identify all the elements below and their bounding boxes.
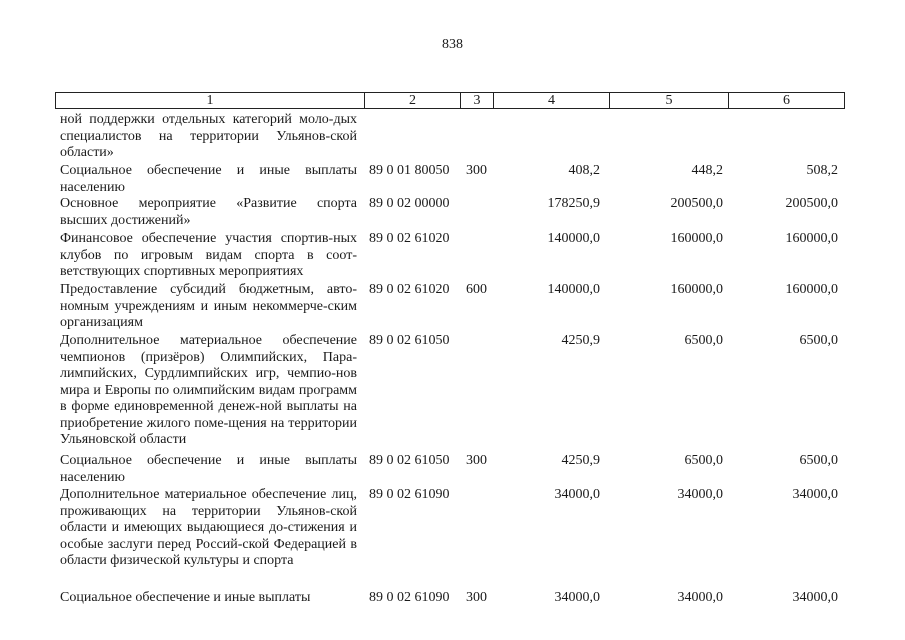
row-expense-type: 300 [466, 163, 487, 178]
row-description: Основное мероприятие «Развитие спорта высших достижений» [60, 196, 357, 228]
row-code: 89 0 01 80050 [369, 163, 450, 178]
header-col-5: 5 [609, 93, 728, 108]
header-col-4: 4 [493, 93, 609, 108]
row-value-col4: 34000,0 [554, 590, 600, 605]
row-value-col5: 34000,0 [677, 590, 723, 605]
row-value-col6: 508,2 [806, 163, 838, 178]
row-description: Социальное обеспечение и иные выплаты [60, 590, 311, 605]
row-value-col5: 6500,0 [684, 453, 723, 468]
row-value-col5: 448,2 [691, 163, 723, 178]
row-description: Предоставление субсидий бюджетным, авто-номным учреждениям и иным некоммерче-ским организациям [60, 282, 357, 330]
page-number: 838 [442, 37, 463, 52]
row-value-col4: 140000,0 [547, 282, 600, 297]
header-col-3: 3 [460, 93, 493, 108]
row-expense-type: 300 [466, 590, 487, 605]
row-code: 89 0 02 61020 [369, 282, 450, 297]
row-value-col4: 140000,0 [547, 231, 600, 246]
row-value-col5: 160000,0 [670, 282, 723, 297]
header-col-1: 1 [206, 93, 214, 108]
row-expense-type: 600 [466, 282, 487, 297]
row-value-col6: 160000,0 [785, 231, 838, 246]
row-value-col5: 160000,0 [670, 231, 723, 246]
row-description: Социальное обеспечение и иные выплаты населению [60, 453, 357, 485]
header-col-2: 2 [364, 93, 460, 108]
row-description: ной поддержки отдельных категорий моло-дых специалистов на территории Ульянов-ской области» [60, 112, 357, 160]
row-code: 89 0 02 61090 [369, 590, 450, 605]
row-value-col6: 200500,0 [785, 196, 838, 211]
row-value-col5: 34000,0 [677, 487, 723, 502]
row-value-col6: 34000,0 [792, 590, 838, 605]
row-value-col4: 408,2 [568, 163, 600, 178]
row-description: Дополнительное материальное обеспечение чемпионов (призёров) Олимпийских, Пара-лимпийских, Сурдлимпийских игр, чемпио-нов мира и Европы по олимпийским видам программ в форме единовременной денеж-ной выплаты на приобретение жилого поме-щения на территории Ульяновской области [60, 333, 357, 447]
row-value-col5: 200500,0 [670, 196, 723, 211]
row-code: 89 0 02 61050 [369, 333, 450, 348]
header-col-6: 6 [728, 93, 844, 108]
row-value-col4: 34000,0 [554, 487, 600, 502]
row-code: 89 0 02 00000 [369, 196, 450, 211]
row-value-col5: 6500,0 [684, 333, 723, 348]
row-code: 89 0 02 61020 [369, 231, 450, 246]
row-code: 89 0 02 61050 [369, 453, 450, 468]
row-value-col4: 4250,9 [561, 333, 600, 348]
row-code: 89 0 02 61090 [369, 487, 450, 502]
row-value-col6: 6500,0 [799, 453, 838, 468]
row-value-col6: 34000,0 [792, 487, 838, 502]
row-value-col4: 178250,9 [547, 196, 600, 211]
row-value-col6: 6500,0 [799, 333, 838, 348]
row-value-col6: 160000,0 [785, 282, 838, 297]
row-description: Дополнительное материальное обеспечение лиц, проживающих на территории Ульянов-ской области и имеющих выдающиеся до-стижения и особые заслуги перед Россий-ской Федерацией в области физической культуры и спорта [60, 487, 357, 568]
row-description: Социальное обеспечение и иные выплаты населению [60, 163, 357, 195]
row-expense-type: 300 [466, 453, 487, 468]
row-description: Финансовое обеспечение участия спортив-ных клубов по игровым видам спорта в соот-ветствующих спортивных мероприятиях [60, 231, 357, 279]
row-value-col4: 4250,9 [561, 453, 600, 468]
